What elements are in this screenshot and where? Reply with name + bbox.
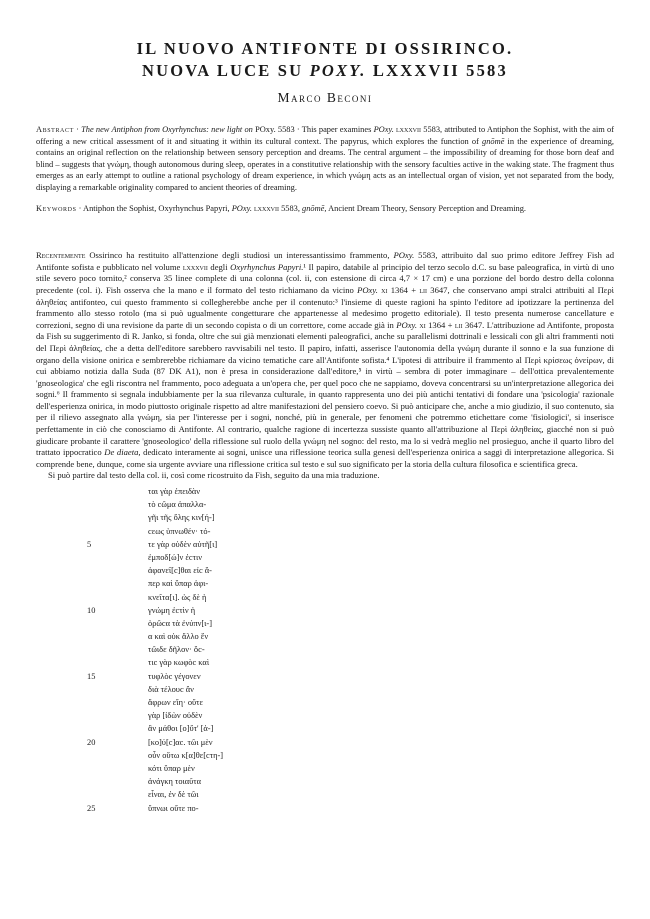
body-numeral: lii <box>419 284 427 295</box>
keywords-text-2: 5583, <box>281 203 303 213</box>
greek-line-text: οὖν οὕτω κ[α]θε[cτη-] <box>148 750 224 760</box>
body-numeral: xi <box>377 284 391 295</box>
greek-line-text: ἀνάγκη τοιαῦτα <box>148 777 202 787</box>
greek-line <box>36 551 614 564</box>
body-text: 3647, che conservano ampi stralci attribuiti al Περὶ ἀληθείας antifonteo, cui questo frammento si collegherebbe anche per il contenuto:³ l'insieme di queste ragioni ha spinto l'editore ad ipotizzare la pertinenza del frammento allo stesso rotolo (ma si può ugualmente congetturare che appartenesse al medesimo progetto editoriale). Il testo presenta numerose cancellature e correzioni, segno di una revisione da parte di un secondo copista o di un correttore, come accade già in <box>36 284 614 330</box>
greek-line-text: ἀφανεῖ[c]θαι εἰc ἅ- <box>148 566 212 576</box>
abstract-numeral: lxxxvii <box>393 125 424 134</box>
keywords-numeral: lxxxvii <box>251 203 282 213</box>
title-line-2-suffix: LXXXVII 5583 <box>366 61 508 80</box>
body-text: 5583, attribuito dal suo primo editore Jeffrey Fish ad Antifonte sofista e pubblicato nel volume <box>36 250 614 272</box>
keywords-text-1: · Antiphon the Sophist, Oxyrhynchus Papyri, <box>76 203 232 213</box>
greek-line <box>36 511 614 524</box>
greek-line-text: κνεῖτα[ι]. ὡς δὲ ἡ <box>148 592 207 602</box>
line-number: 5 <box>87 539 92 549</box>
abstract-text-4: , though autonomous during sleep, operates in a constitutive relationship with the sensory faculties active in the waking state. The fragment thus emerges as an early attempt to outline a rational psychology of dream experience, in which <box>36 159 614 181</box>
abstract-gnome: gnōmē <box>482 136 505 146</box>
article-title <box>36 38 614 82</box>
greek-line-text: τυφλὸc γέγονεν <box>148 671 201 681</box>
greek-line <box>36 564 614 577</box>
abstract-english-title: The new Antiphon from Oxyrhynchus: new light on <box>81 125 253 134</box>
line-number: 15 <box>87 671 96 681</box>
body-numeral: lii <box>454 319 463 330</box>
greek-line <box>36 577 614 590</box>
greek-line-text: τῶιδε δῆλον· ὅc- <box>148 645 205 655</box>
greek-line-text: ἄφρων εἴη· οὔτε <box>148 698 204 708</box>
greek-line-text: κότι ὕπαρ μὲν <box>148 763 195 773</box>
greek-line <box>36 656 614 669</box>
abstract-label: Abstract <box>36 125 74 134</box>
greek-line <box>36 683 614 696</box>
body-text: 1364 + <box>390 284 420 295</box>
greek-line-text: ὁρῶcα τὰ ἐνύπν[ι-] <box>148 618 213 628</box>
greek-line <box>36 630 614 643</box>
body-lead-word: Recentemente <box>36 250 86 261</box>
body-poxy: POxy. <box>396 319 417 330</box>
greek-line <box>36 802 614 815</box>
abstract-separator: · <box>73 125 82 134</box>
abstract-separator-2: · <box>294 125 302 134</box>
greek-line-text: [κο]ύ[c]αc. τῶι μὲν <box>148 737 213 747</box>
abstract <box>36 124 614 194</box>
abstract-gnome-greek: γνώμη <box>107 159 129 169</box>
greek-line-text: ὕπνωι οὔτε πο- <box>148 803 199 813</box>
greek-line-text: ἐμποδ[ώ]ν ἐcτιν <box>148 552 202 562</box>
greek-line-text: cεως ὑπνωθέν· τό- <box>148 526 211 536</box>
greek-line <box>36 788 614 801</box>
greek-line-text: α καὶ οὐκ ἄλλο ἕν <box>148 632 209 642</box>
greek-line <box>36 643 614 656</box>
article-body <box>36 250 614 815</box>
greek-line <box>36 736 614 749</box>
greek-line <box>36 498 614 511</box>
line-number: 20 <box>87 737 96 747</box>
greek-line-text: ἂν μάθοι [ο]ὔτ' [ἀ-] <box>148 724 214 734</box>
body-poxy: POxy. <box>357 284 378 295</box>
body-paragraph-2: Si può partire dal testo della col. ii, così come ricostruito da Fish, seguito da una mia traduzione. <box>48 470 380 481</box>
article-page <box>36 38 614 815</box>
greek-line <box>36 775 614 788</box>
title-line-2-prefix: NUOVA LUCE SU <box>142 61 310 80</box>
keywords-poxy: POxy. <box>231 203 252 213</box>
title-line-1: IL NUOVO ANTIFONTE DI OSSIRINCO. <box>136 39 514 58</box>
greek-line-text: περ καὶ ὕπαρ ἀφι- <box>148 579 209 589</box>
greek-line <box>36 749 614 762</box>
author-name: Marco Beconi <box>277 90 373 105</box>
greek-line <box>36 485 614 498</box>
greek-line-text: γὰρ [ἰδὼν οὐδὲν <box>148 711 203 721</box>
abstract-gnome-greek-2: γνώμη <box>348 171 371 181</box>
body-text: degli <box>207 261 231 272</box>
greek-line <box>36 604 614 617</box>
abstract-poxy: POxy. <box>373 125 394 134</box>
greek-line-text: εἶναι, ἐν δὲ τῶι <box>148 790 199 800</box>
greek-line <box>36 762 614 775</box>
greek-line <box>36 709 614 722</box>
keywords-text-3: , Ancient Dream Theory, Sensory Perception and Dreaming. <box>324 203 527 213</box>
keywords-gnome: gnōmē <box>302 203 325 213</box>
greek-line <box>36 591 614 604</box>
greek-line <box>36 525 614 538</box>
abstract-text-5: acts as an intellectual organ of vision, yet not separated from the body, displaying a remarkable originality compared to ancient theories of dreaming. <box>36 171 614 192</box>
body-paragraph-1 <box>36 250 614 470</box>
body-oxyrhynchus-papyri: Oxyrhynchus Papyri. <box>230 261 304 272</box>
greek-papyrus-text <box>36 485 614 815</box>
greek-line <box>36 670 614 683</box>
greek-line <box>36 617 614 630</box>
greek-line <box>36 538 614 551</box>
keywords-label: Keywords <box>36 203 77 213</box>
body-text: Ossirinco ha restituito all'attenzione degli studiosi un interessantissimo frammento, <box>85 250 394 261</box>
greek-line-text: τιc γὰρ κωφὸc καὶ <box>148 658 210 668</box>
body-numeral: lxxxvii <box>182 261 208 272</box>
greek-line-text: ται γὰρ ἐπειδὰν <box>148 487 201 497</box>
line-number: 10 <box>87 605 96 615</box>
abstract-text-1: This paper examines <box>301 125 374 134</box>
title-line-2-poxy: POXY. <box>309 61 367 80</box>
abstract-text-2: 5583, attributed to Antiphon the Sophist, with the aim of offering a new critical assessment of it and situating it within its cultural context. The papyrus, which explores the function of <box>36 125 615 146</box>
greek-line-text: διὰ τέλουc ἂν <box>148 684 194 694</box>
body-poxy: POxy. <box>393 250 415 261</box>
abstract-text-3: in the experience of dreaming, contains an original reflection on the relationship between sensory perception and dreams. The central argument – the impossibility of dreaming for those born deaf and blind – suggests that <box>36 136 614 169</box>
greek-line-text: τὸ cῶμα ἀπαλλα- <box>148 500 207 510</box>
body-text: 1364 + <box>428 319 455 330</box>
body-numeral: xi <box>417 319 429 330</box>
abstract-title-poxy: POxy. 5583 <box>252 125 295 134</box>
body-text: 3647. L'attribuzione ad Antifonte, proposta da Fish su suggerimento di R. Janko, si fonda, oltre che sui già menzionati elementi paleografici, anche su parallelismi dottrinali e lessicali con gli altri frammenti noti del Περὶ ἀληθείας, che a detta dell'editore sarebbero ravvisabili nel testo. Il papiro, infatti, asserisce l'autonomia della γνώμη durante il sonno e la sua funzione di organo della visione onirica e sembrerebbe richiamare da vicino tematiche care all'Antifonte sofista.⁴ L'ipotesi di attribuire il frammento al Περὶ κρίσεως ὀνείρων, di cui abbiamo notizia dalla Suda (87 DK A1), non è presa in considerazione dall'editore,⁵ in virtù – sembra di poter immaginare – dell'ottica prevalentemente 'gnoseologica' che egli riscontra nel frammento, poco adeguata a un'opera che, per quel poco che ne sappiamo, doveva concentrarsi su un'interpretazione allegorica dei sogni.⁶ Il frammento si segnala indubbiamente per la sua rilevanza culturale, in quanto rappresenta uno dei più antichi tentativi di fondare una 'psicologia' razionale dell'esperienza onirica, in modo piuttosto originale rispetto ad altre manifestazioni del pensiero coevo. Si può anticipare che, anche a mio giudizio, il suo contenuto, sia per il rilievo assegnato alla γνώμη, sia per l'interesse per i sogni, nonché, più in generale, per fenomeni che potremmo etichettare come 'fisiologici', si inserisce perfettamente in ciò che conosciamo di Antifonte. Al contrario, qualche ragione di incertezza sussiste quanto all'attribuzione al Περὶ ἀληθείας, giacché non si può giudicare probante il carattere 'gnoseologico' della riflessione sul ruolo della γνώμη nel sogno: del resto, ma lo si vedrà meglio nel prosieguo, anche il quarto libro del trattato ippocratico <box>36 319 614 458</box>
line-number: 25 <box>87 803 96 813</box>
keywords <box>36 203 614 215</box>
greek-line <box>36 722 614 735</box>
greek-line-text: γῆι τῆς ὄλης κιν[ή-] <box>148 513 215 523</box>
greek-line <box>36 696 614 709</box>
body-text: ¹ Il papiro, databile al principio del terzo secolo d.C. su base paleografica, in virtù di uno stile severo poco tornito,² conserva 35 linee complete di una colonna (col. ii, con estensione di circa 4,7 × 17 cm) e una porzione del bordo destro della colonna precedente (col. i). Fish osserva che la mano e il formato del testo richiamano da vicino <box>36 261 615 295</box>
body-de-diaeta: De diaeta, <box>104 447 141 458</box>
greek-line-text: τε γὰρ οὐδὲν αὐτῆ[ι] <box>148 539 218 549</box>
greek-line-text: γνώμη ἐcτὶν ἡ <box>148 605 196 615</box>
body-text: dedicato interamente ai sogni, unisce una riflessione teorica sulla genesi dell'esperienza onirica a saggi di interpretazione allegorica. Si comprende bene, dunque, come sia urgente avviare una riflessione critica sul testo e sul suo significato per la storia della cultura filosofica e scientifica greca. <box>36 447 615 469</box>
